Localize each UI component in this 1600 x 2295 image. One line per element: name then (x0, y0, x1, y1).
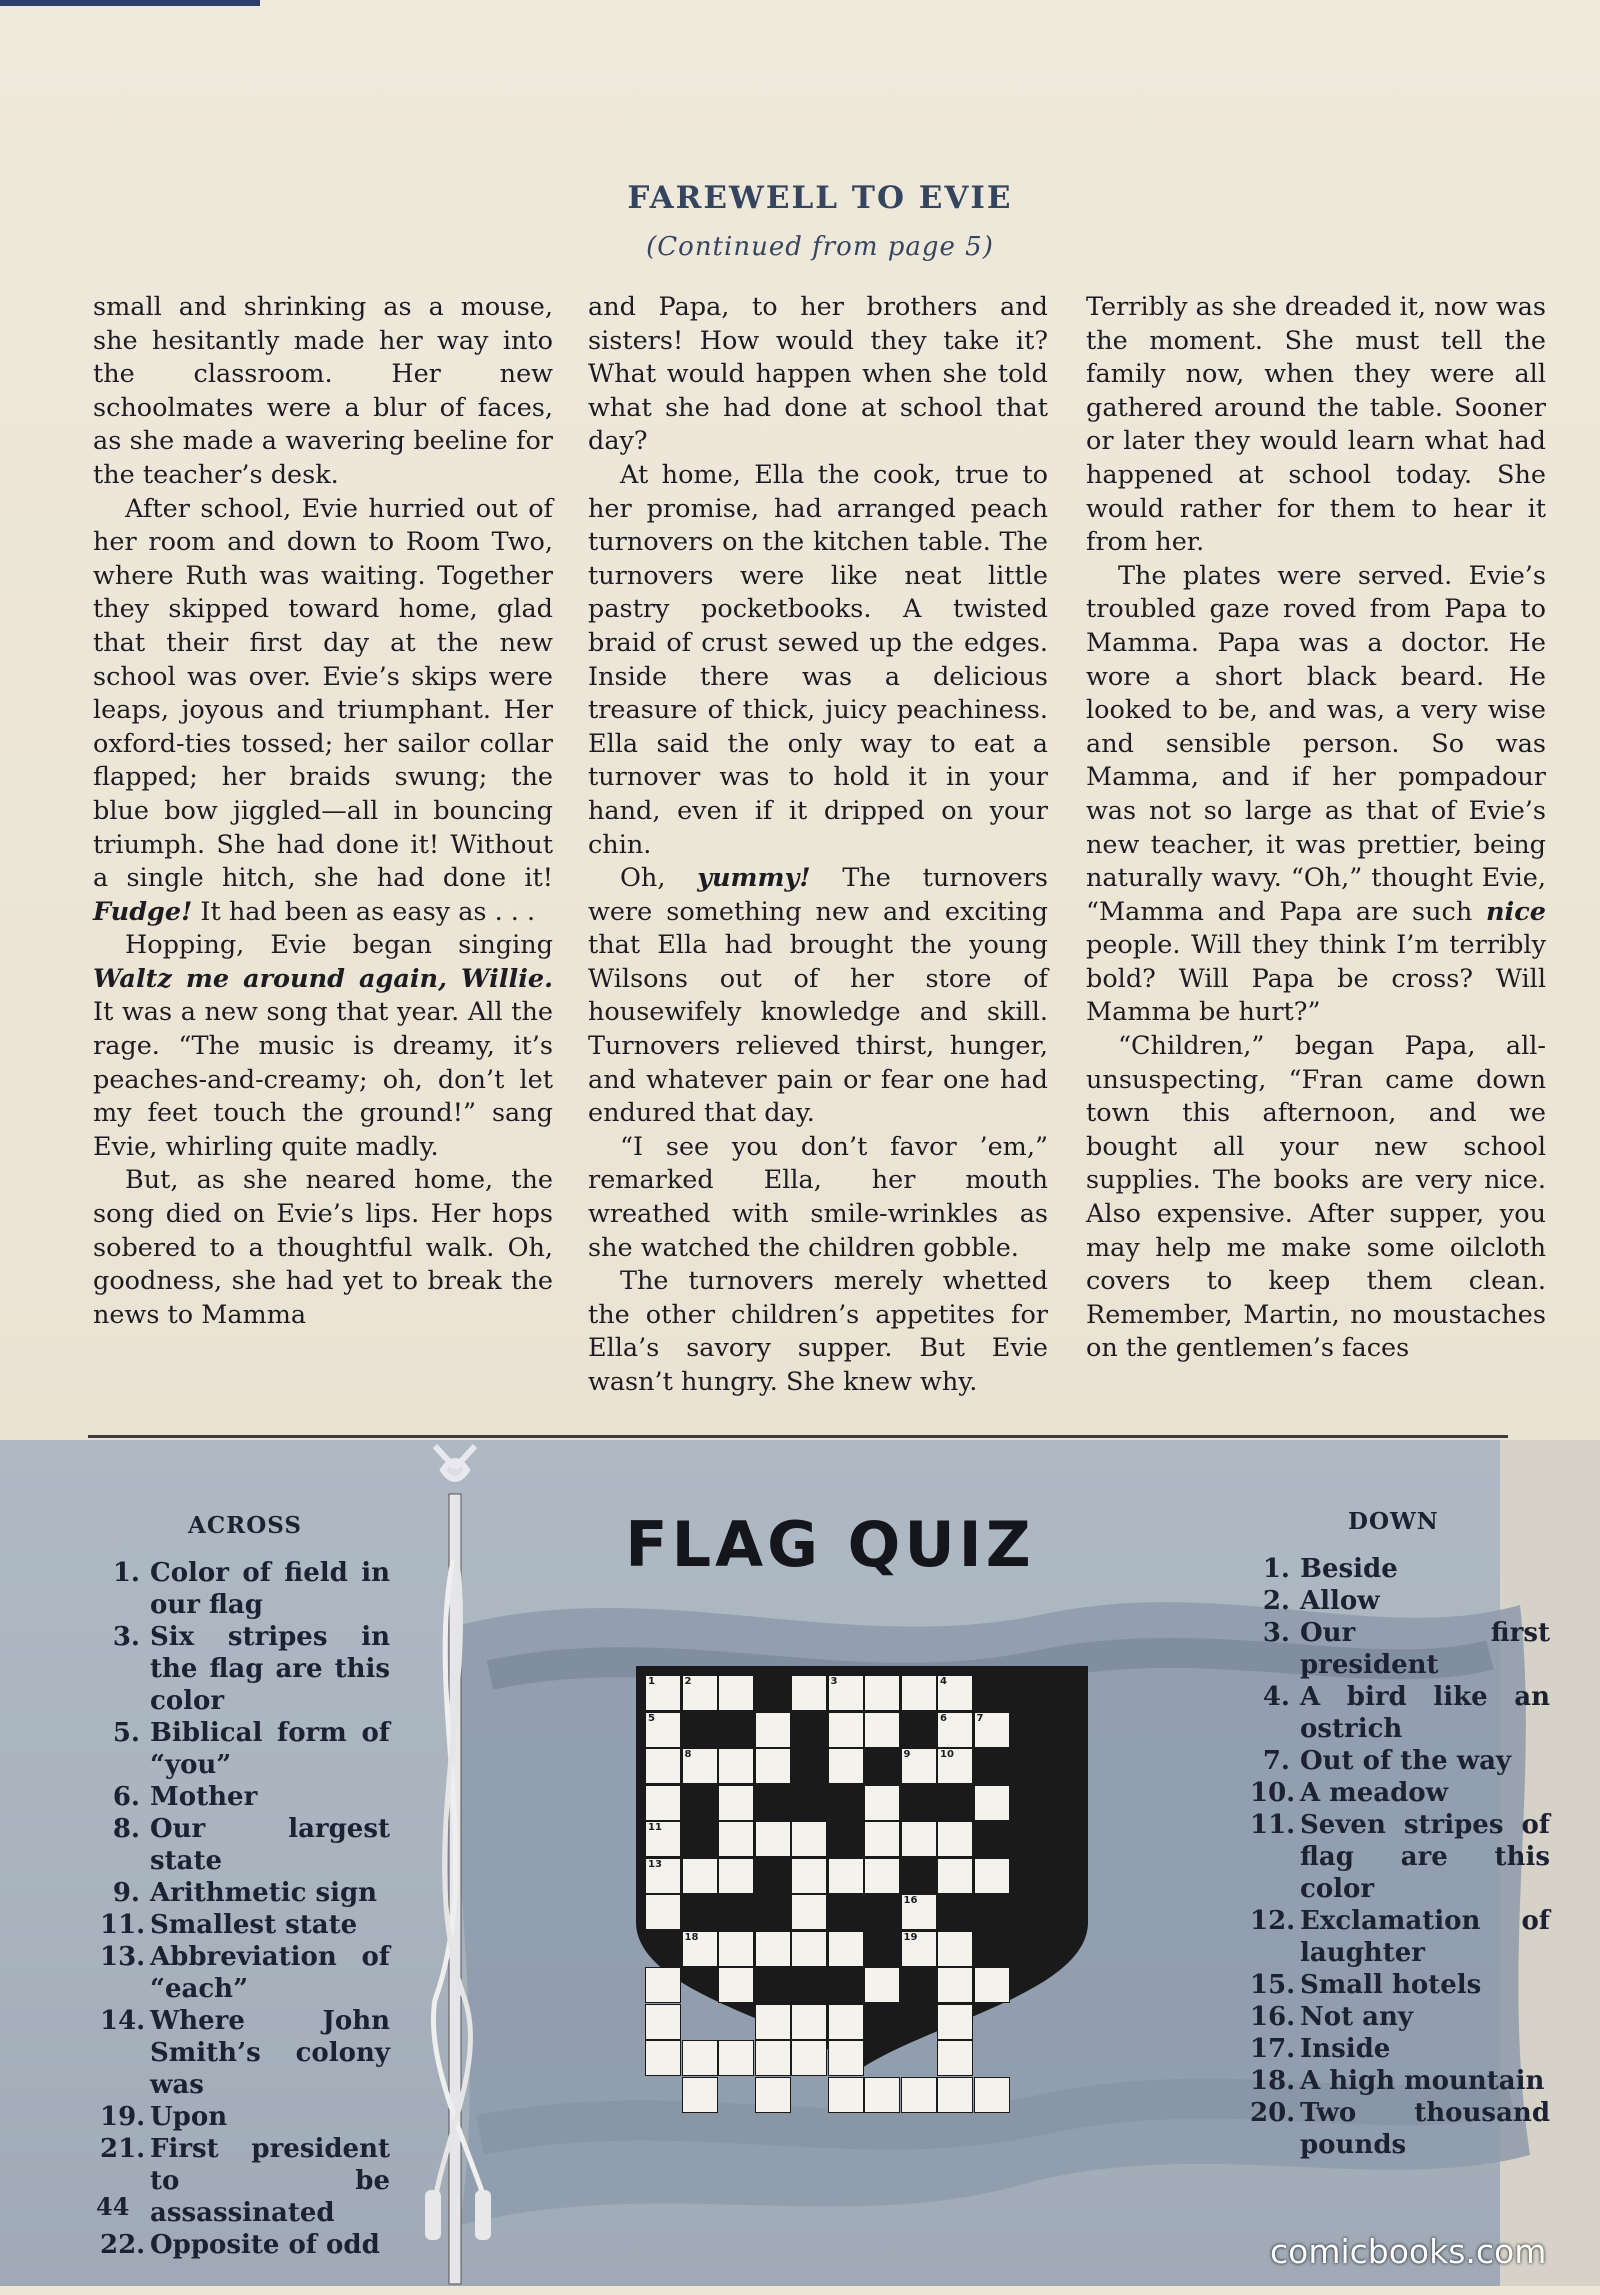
crossword-cell[interactable] (718, 1967, 754, 2003)
crossword-cell[interactable] (682, 1748, 718, 1784)
clue-number: 3. (112, 1622, 140, 1652)
cell-number: 11 (648, 1822, 662, 1833)
across-clue (100, 1557, 390, 1621)
crossword-cell[interactable] (974, 1967, 1010, 2003)
crossword-cell[interactable] (682, 1675, 718, 1711)
paragraph: At home, Ella the cook, true to her promise, had arranged peach turnovers on the kitchen table. The turnovers were like neat little pastry pocketbooks. A twisted braid of crust sewed up the edges. Inside there was a delicious treasure of thick, juicy peachiness. Ella said the only way to eat a turnover was to hold it in your hand, even if it dripped on your chin. (588, 459, 1048, 860)
crossword-cell[interactable] (828, 1858, 864, 1894)
clue-number: 18. (1250, 2066, 1296, 2096)
down-clue (1250, 2001, 1550, 2033)
cell-number: 10 (940, 1749, 954, 1760)
clue-text: Six stripes in the flag are this color (150, 1622, 390, 1716)
story-title: FAREWELL TO EVIE (627, 180, 1013, 216)
crossword-cell[interactable] (901, 1748, 937, 1784)
story-subtitle: (Continued from page 5) (646, 232, 994, 262)
clue-number: 13. (100, 1942, 146, 1972)
across-clue (100, 2229, 390, 2261)
across-clue (100, 1941, 390, 2005)
down-clue (1250, 2065, 1550, 2097)
crossword-cell[interactable] (791, 1821, 827, 1857)
clue-number: 5. (112, 1718, 140, 1748)
cell-number: 5 (648, 1712, 655, 1724)
crossword-cell[interactable] (901, 1821, 937, 1857)
crossword-cell[interactable] (791, 2040, 827, 2076)
clue-number: 16. (1250, 2002, 1296, 2032)
crossword-cell[interactable] (937, 1858, 973, 1894)
paragraph: small and shrinking as a mouse, she hesitantly made her way into the classroom. Her new schoolmates were a blur of faces, as she made a wavering beeline for the teacher’s desk. (93, 292, 553, 490)
down-clue (1250, 1585, 1550, 1617)
crossword-cell[interactable] (682, 2077, 718, 2113)
clue-text: Seven stripes of flag are this color (1300, 1810, 1550, 1904)
crossword-cell[interactable] (791, 1931, 827, 1967)
crossword-cell[interactable] (901, 1931, 937, 1967)
across-clue (100, 1717, 390, 1781)
crossword-cell[interactable] (791, 1675, 827, 1711)
crossword-cell[interactable] (974, 1712, 1010, 1748)
crossword-cell[interactable] (718, 2040, 754, 2076)
clue-text: Opposite of odd (150, 2230, 380, 2260)
clue-text: Inside (1300, 2034, 1391, 2064)
quiz-title: FLAG QUIZ (625, 1508, 1035, 1581)
across-heading: ACROSS (188, 1512, 303, 1539)
crossword-cell[interactable] (828, 1748, 864, 1784)
crossword-cell[interactable] (828, 1675, 864, 1711)
down-clue (1250, 1777, 1550, 1809)
clue-text: Small hotels (1300, 1970, 1482, 2000)
clue-text: Allow (1300, 1586, 1380, 1616)
crossword-cell[interactable] (828, 2040, 864, 2076)
crossword-cell[interactable] (791, 1894, 827, 1930)
crossword-cell[interactable] (864, 1821, 900, 1857)
clue-number: 8. (112, 1814, 140, 1844)
clue-number: 4. (1262, 1682, 1290, 1712)
paragraph: But, as she neared home, the song died on Evie’s lips. Her hops sobered to a thoughtful walk. Oh, goodness, she had yet to break the news to Mamma (93, 1165, 553, 1330)
flagpole-with-eagle (395, 1440, 515, 2286)
crossword-cell[interactable] (937, 1821, 973, 1857)
clue-text: A high mountain (1300, 2066, 1545, 2096)
crossword-cell[interactable] (645, 1858, 681, 1894)
crossword-cell[interactable] (864, 1967, 900, 2003)
story-column-2 (588, 291, 1048, 1400)
crossword-cell[interactable] (718, 1785, 754, 1821)
crossword-cell[interactable] (974, 2077, 1010, 2113)
crossword-cell[interactable] (755, 1748, 791, 1784)
clue-text: Color of field in our flag (150, 1558, 390, 1620)
clue-number: 1. (112, 1558, 140, 1588)
clue-text: Out of the way (1300, 1746, 1512, 1776)
clue-text: Our first president (1300, 1618, 1550, 1680)
cell-number: 13 (648, 1858, 662, 1870)
clue-text: Beside (1300, 1554, 1398, 1584)
section-divider (88, 1435, 1508, 1438)
clue-number: 15. (1250, 1970, 1296, 2000)
paragraph: and Papa, to her brothers and sisters! How would they take it? What would happen when she told what she had done at school that day? (588, 292, 1048, 457)
across-clue (100, 2005, 390, 2101)
crossword-cell[interactable] (718, 1858, 754, 1894)
crossword-cell[interactable] (755, 1931, 791, 1967)
page-number: 44 (96, 2192, 130, 2221)
paragraph: After school, Evie hurried out of her room and down to Room Two, where Ruth was waiting. Together they skipped toward home, glad that their first day at the new school was over. Evie’s skips were leaps, joyous and triumphant. Her oxford-ties tossed; her sailor collar flapped; her braids swung; the blue bow jiggled—all in bouncing triumph. She had done it! Without a single hitch, she had done it! Fudge! It had been as easy as . . . (93, 493, 553, 927)
crossword-cell[interactable] (937, 1931, 973, 1967)
down-clue (1250, 1745, 1550, 1777)
clue-text: Abbreviation of “each” (150, 1942, 390, 2004)
across-clue (100, 1877, 390, 1909)
watermark-logo: comicbooks.com (1270, 2232, 1547, 2271)
clue-text: Upon (150, 2102, 228, 2132)
top-color-strip (0, 0, 260, 6)
crossword-cell[interactable] (718, 1821, 754, 1857)
clue-text: Mother (150, 1782, 258, 1812)
paragraph: Terribly as she dreaded it, now was the moment. She must tell the family now, when they were all gathered around the table. Sooner or later they would learn what had happened at school today. She would rather for them to hear it from her. (1086, 292, 1546, 558)
cell-number: 4 (940, 1676, 947, 1687)
clue-number: 1. (1262, 1554, 1290, 1584)
crossword-cell[interactable] (791, 2004, 827, 2040)
song-title: Waltz me around again, Willie. (93, 963, 553, 994)
crossword-cell[interactable] (864, 1712, 900, 1748)
crossword-cell[interactable] (645, 1748, 681, 1784)
across-clue (100, 1813, 390, 1877)
down-clue (1250, 1681, 1550, 1745)
down-clues (1250, 1553, 1550, 2161)
down-clue (1250, 2033, 1550, 2065)
story-column-1 (93, 291, 553, 1332)
crossword-cell[interactable] (755, 2004, 791, 2040)
across-clue (100, 2101, 390, 2133)
crossword-cell[interactable] (937, 2077, 973, 2113)
across-clue (100, 1781, 390, 1813)
clue-number: 17. (1250, 2034, 1296, 2064)
crossword-cell[interactable] (645, 1967, 681, 2003)
cell-number: 9 (903, 1749, 911, 1760)
cell-number: 1 (648, 1676, 655, 1687)
crossword-cell[interactable] (901, 1894, 937, 1930)
crossword-cell[interactable] (864, 2077, 900, 2113)
clue-text: Exclamation of laughter (1300, 1906, 1550, 1968)
clue-number: 20. (1250, 2098, 1296, 2128)
paragraph: The plates were served. Evie’s troubled gaze roved from Papa to Mamma. Papa was a doctor. He wore a short black beard. He looked to be, and was, a very wise and sensible person. So was Mamma, and if her pompadour was not so large as that of Evie’s new teacher, it was prettier, being naturally wavy. “Oh,” thought Evie, “Mamma and Papa are such nice people. Will they think I’m terribly bold? Will Papa be cross? Will Mamma be hurt?” (1086, 560, 1546, 1028)
crossword-cell[interactable] (682, 2040, 718, 2076)
crossword-cell[interactable] (937, 2004, 973, 2040)
paragraph: Oh, yummy! The turnovers were something new and exciting that Ella had brought the young Wilsons out of her store of housewifely knowledge and skill. Turnovers relieved thirst, hunger, and whatever pain or fear one had endured that day. (588, 863, 1048, 1129)
crossword-cell[interactable] (901, 1675, 937, 1711)
across-clue (100, 1621, 390, 1717)
crossword-cell[interactable] (755, 2077, 791, 2113)
crossword-cell[interactable] (937, 1675, 973, 1711)
clue-text: First president to be assassinated (150, 2134, 390, 2228)
crossword-cell[interactable] (937, 1748, 973, 1784)
crossword-cell[interactable] (718, 1748, 754, 1784)
crossword-cell[interactable] (864, 1858, 900, 1894)
clue-number: 10. (1250, 1778, 1296, 1808)
crossword-cell[interactable] (645, 2040, 681, 2076)
crossword-cell[interactable] (828, 2077, 864, 2113)
clue-number: 11. (100, 1910, 146, 1940)
story-column-3 (1086, 291, 1546, 1366)
clue-text: Smallest state (150, 1910, 358, 1940)
crossword-cell[interactable] (937, 2040, 973, 2076)
paragraph: The turnovers merely whetted the other children’s appetites for Ella’s savory supper. But Evie wasn’t hungry. She knew why. (588, 1266, 1048, 1397)
crossword-cell[interactable] (645, 1785, 681, 1821)
down-clue (1250, 1553, 1550, 1585)
clue-number: 6. (112, 1782, 140, 1812)
clue-number: 12. (1250, 1906, 1296, 1936)
clue-text: Arithmetic sign (150, 1878, 378, 1908)
clue-text: A meadow (1300, 1778, 1449, 1808)
emphasis: Fudge! (93, 896, 193, 927)
crossword-cell[interactable] (828, 1931, 864, 1967)
crossword-cell[interactable] (645, 1675, 681, 1711)
cell-number: 2 (684, 1676, 692, 1687)
across-clues (100, 1557, 390, 2261)
crossword-cell[interactable] (682, 1931, 718, 1967)
down-clue (1250, 1969, 1550, 2001)
clue-text: Our largest state (150, 1814, 390, 1876)
crossword-cell[interactable] (718, 1931, 754, 1967)
crossword-cell[interactable] (937, 1967, 973, 2003)
down-clue (1250, 1617, 1550, 1681)
across-clue (100, 1909, 390, 1941)
cell-number: 8 (684, 1749, 692, 1760)
clue-number: 14. (100, 2006, 146, 2036)
clue-text: A bird like an ostrich (1300, 1682, 1550, 1744)
crossword-cell[interactable] (755, 1712, 791, 1748)
clue-number: 19. (100, 2102, 146, 2132)
crossword-cell[interactable] (937, 1712, 973, 1748)
paragraph: “I see you don’t favor ’em,” remarked Ella, her mouth wreathed with smile-wrinkles as she watched the children gobble. (588, 1131, 1048, 1263)
crossword-cell[interactable] (645, 1894, 681, 1930)
crossword-cell[interactable] (645, 1712, 681, 1748)
clue-number: 2. (1262, 1586, 1290, 1616)
crossword-cell[interactable] (645, 2004, 681, 2040)
crossword-cell[interactable] (791, 1858, 827, 1894)
cell-number: 6 (940, 1712, 947, 1724)
crossword-cell[interactable] (901, 2077, 937, 2113)
down-clue (1250, 2097, 1550, 2161)
crossword-cell[interactable] (682, 1858, 718, 1894)
crossword-cell[interactable] (864, 1675, 900, 1711)
crossword-cell[interactable] (645, 1821, 681, 1857)
cell-number: 3 (830, 1676, 838, 1687)
clue-text: Not any (1300, 2002, 1414, 2032)
crossword-cell[interactable] (718, 1675, 754, 1711)
emphasis: nice (1486, 896, 1546, 927)
clue-number: 11. (1250, 1810, 1296, 1840)
clue-number: 3. (1262, 1618, 1290, 1648)
clue-number: 21. (100, 2134, 146, 2164)
cell-number: 18 (684, 1931, 699, 1943)
cell-number: 7 (976, 1712, 984, 1724)
crossword-cell[interactable] (828, 1712, 864, 1748)
crossword-cell[interactable] (755, 1821, 791, 1857)
down-clue (1250, 1905, 1550, 1969)
cell-number: 16 (903, 1895, 918, 1906)
crossword-cell[interactable] (828, 2004, 864, 2040)
paragraph: Hopping, Evie began singing Waltz me around again, Willie. It was a new song that year. All the rage. “The music is dreamy, it’s peaches-and-creamy; oh, don’t let my feet touch the ground!” sang Evie, whirling quite madly. (93, 930, 553, 1162)
emphasis: yummy! (697, 863, 811, 894)
across-clue (100, 2133, 390, 2229)
down-heading: DOWN (1348, 1508, 1439, 1535)
paragraph: “Children,” began Papa, all-unsuspecting, “Fran came down town this afternoon, and we bought all your new school supplies. The books are very nice. Also expensive. After supper, you may help me make some oilcloth covers to keep them clean. Remember, Martin, no moustaches on the gentlemen’s faces (1086, 1031, 1546, 1364)
crossword-cell[interactable] (864, 1785, 900, 1821)
cell-number: 19 (903, 1931, 918, 1943)
clue-text: Where John Smith’s colony was (150, 2006, 390, 2100)
clue-number: 9. (112, 1878, 140, 1908)
clue-text: Two thousand pounds (1300, 2098, 1550, 2160)
clue-text: Biblical form of “you” (150, 1718, 390, 1780)
crossword-cell[interactable] (974, 1785, 1010, 1821)
crossword-cell[interactable] (755, 2040, 791, 2076)
crossword-cell[interactable] (974, 1858, 1010, 1894)
down-clue (1250, 1809, 1550, 1905)
clue-number: 22. (100, 2230, 146, 2260)
clue-number: 7. (1262, 1746, 1290, 1776)
